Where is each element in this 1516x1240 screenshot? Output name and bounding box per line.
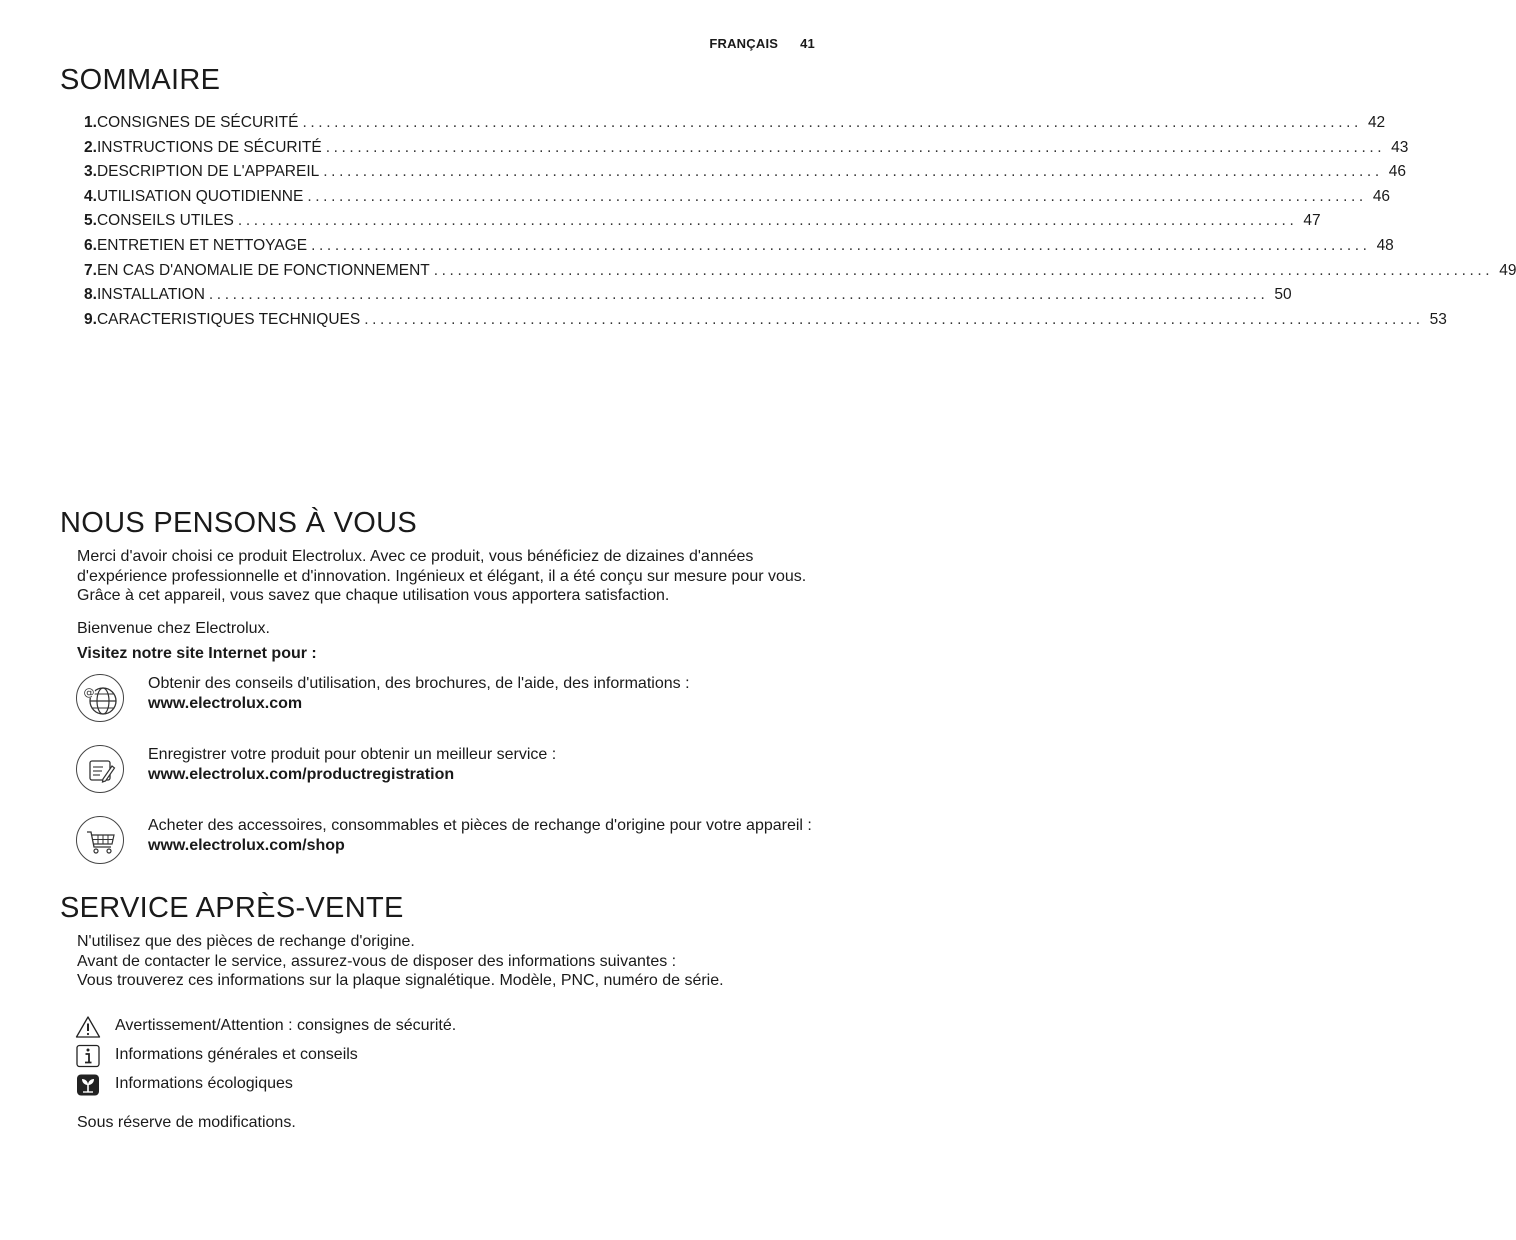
toc-leader-dots: ...................................................................................................................................... [325, 138, 1386, 156]
eco-icon [75, 1073, 101, 1097]
sommaire-title: SOMMAIRE [60, 64, 221, 96]
toc-item-number: 3. [84, 163, 97, 181]
link-info-text [148, 674, 828, 713]
toc-item-page: 50 [1274, 286, 1292, 304]
toc-item[interactable] [84, 286, 1292, 311]
service-line: N'utilisez que des pièces de rechange d'origine. [77, 933, 415, 950]
toc-item-number: 9. [84, 310, 97, 328]
link-description: Obtenir des conseils d'utilisation, des brochures, de l'aide, des informations : [148, 675, 690, 692]
page-header [709, 36, 815, 51]
toc-item-page: 49 [1499, 261, 1516, 279]
info-icon [75, 1044, 101, 1068]
link-description: Acheter des accessoires, consommables et pièces de rechange d'origine pour votre appareil : [148, 817, 812, 834]
nous-pensons-title: NOUS PENSONS À VOUS [60, 507, 417, 539]
footer-note: Sous réserve de modifications. [77, 1114, 296, 1131]
toc-leader-dots: ...................................................................................................................................... [364, 310, 1424, 328]
toc-item-title: EN CAS D'ANOMALIE DE FONCTIONNEMENT [96, 261, 430, 279]
toc-item-title: CARACTERISTIQUES TECHNIQUES [96, 310, 361, 328]
toc-item[interactable] [84, 310, 1447, 336]
toc-item-number: 5. [84, 212, 97, 230]
toc-leader-dots: ...................................................................................................................................... [433, 261, 1494, 279]
toc-leader-dots: ...................................................................................................................................... [307, 187, 1367, 205]
toc-item-number: 7. [84, 261, 97, 279]
legend-text: Informations générales et conseils [115, 1046, 358, 1063]
legend-text: Avertissement/Attention : consignes de sécurité. [115, 1017, 457, 1034]
toc-item-page: 46 [1372, 187, 1391, 205]
toc-item[interactable] [84, 212, 1321, 237]
intro-paragraph: Merci d'avoir choisi ce produit Electrolux. Avec ce produit, vous bénéficiez de dizaines d'années d'expérience professionnelle et d'innovation. Ingénieux et élégant, il a été conçu sur mesure pour vous. Grâce à cet appareil, vous savez que chaque utilisation vous apportera satisfaction. [77, 548, 807, 604]
toc-item[interactable] [84, 187, 1391, 213]
toc-item[interactable] [84, 114, 1386, 139]
toc-leader-dots: ...................................................................................................................................... [208, 286, 1269, 304]
toc-item-page: 47 [1303, 212, 1321, 230]
toc-item-page: 48 [1376, 236, 1394, 254]
toc-item-title: UTILISATION QUOTIDIENNE [96, 187, 304, 205]
link-shop-text [148, 816, 828, 855]
toc-item[interactable] [84, 261, 1516, 287]
toc-item-title: INSTRUCTIONS DE SÉCURITÉ [96, 138, 322, 156]
toc-item-number: 8. [84, 286, 97, 304]
toc-item-number: 1. [84, 114, 97, 131]
globe-icon [76, 674, 124, 722]
toc-item-number: 6. [84, 236, 97, 254]
toc-leader-dots: ...................................................................................................................................... [237, 212, 1298, 230]
product-registration-link[interactable]: www.electrolux.com/productregistration [148, 765, 455, 783]
warning-icon [75, 1015, 101, 1039]
electrolux-link[interactable]: www.electrolux.com [148, 694, 303, 712]
toc-leader-dots: ...................................................................................................................................... [302, 114, 1362, 131]
svg-text:@: @ [83, 686, 95, 699]
toc-item-page: 42 [1367, 114, 1386, 131]
welcome-text: Bienvenue chez Electrolux. [77, 620, 270, 637]
table-of-contents [84, 114, 1516, 335]
toc-item-title: CONSEILS UTILES [96, 212, 234, 230]
toc-leader-dots: ...................................................................................................................................... [311, 236, 1371, 254]
toc-item[interactable] [84, 163, 1406, 188]
toc-item-page: 53 [1429, 310, 1447, 328]
toc-leader-dots: ...................................................................................................................................... [323, 163, 1383, 181]
link-registration-text [148, 745, 828, 784]
page-number: 41 [800, 36, 815, 51]
registration-icon [76, 745, 124, 793]
toc-item-number: 4. [84, 187, 97, 205]
toc-item-number: 2. [84, 138, 97, 156]
shopping-cart-icon [76, 816, 124, 864]
toc-item-title: INSTALLATION [96, 286, 205, 304]
service-line: Vous trouverez ces informations sur la plaque signalétique. Modèle, PNC, numéro de série. [77, 972, 724, 989]
toc-item-page: 43 [1391, 138, 1409, 156]
language-label: FRANÇAIS [709, 36, 779, 51]
toc-item-page: 46 [1388, 163, 1406, 181]
service-title: SERVICE APRÈS-VENTE [60, 892, 404, 924]
toc-item-title: CONSIGNES DE SÉCURITÉ [96, 114, 299, 131]
service-line: Avant de contacter le service, assurez-vous de disposer des informations suivantes : [77, 952, 677, 970]
toc-item[interactable] [84, 138, 1409, 164]
legend-text: Informations écologiques [115, 1075, 293, 1092]
toc-item-title: DESCRIPTION DE L'APPAREIL [96, 163, 320, 181]
service-paragraph [77, 932, 827, 991]
toc-item-title: ENTRETIEN ET NETTOYAGE [96, 236, 308, 254]
toc-item[interactable] [84, 236, 1394, 262]
shop-link[interactable]: www.electrolux.com/shop [148, 836, 345, 854]
visit-label: Visitez notre site Internet pour : [77, 645, 317, 662]
link-description: Enregistrer votre produit pour obtenir un meilleur service : [148, 746, 557, 763]
